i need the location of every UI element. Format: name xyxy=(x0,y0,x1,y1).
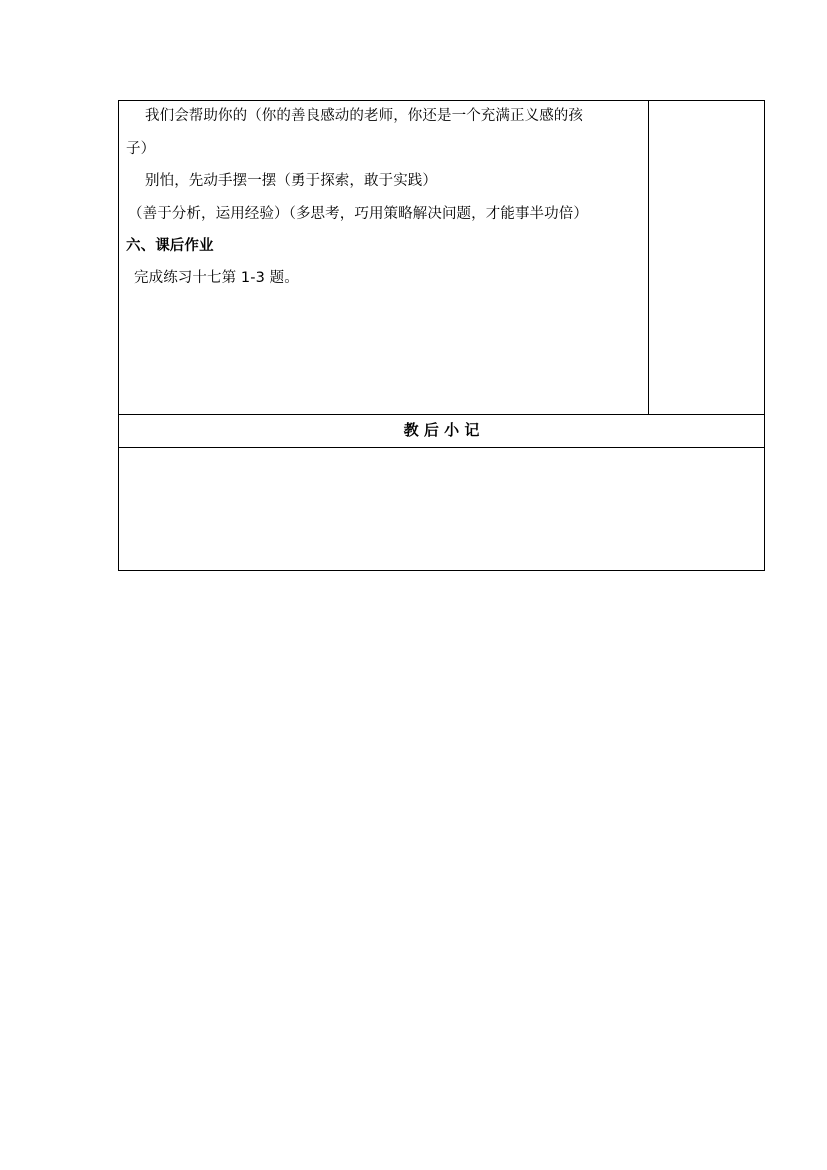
row-divider xyxy=(119,414,764,415)
column-divider xyxy=(648,101,649,414)
homework-text: 完成练习十七第 1-3 题。 xyxy=(134,270,299,286)
homework-heading: 六、课后作业 xyxy=(126,238,214,254)
lesson-plan-table xyxy=(118,100,765,571)
lesson-text-line: 我们会帮助你的（你的善良感动的老师，你还是一个充满正义感的孩 xyxy=(145,108,583,124)
lesson-text-line: （善于分析，运用经验）（多思考，巧用策略解决问题，才能事半功倍） xyxy=(128,206,588,222)
lesson-text-line: 别怕，先动手摆一摆（勇于探索，敢于实践） xyxy=(145,173,437,189)
post-lesson-notes-area xyxy=(119,448,764,570)
post-lesson-notes-title: 教 后 小 记 xyxy=(403,421,480,439)
lesson-text-line: 子） xyxy=(126,141,156,157)
